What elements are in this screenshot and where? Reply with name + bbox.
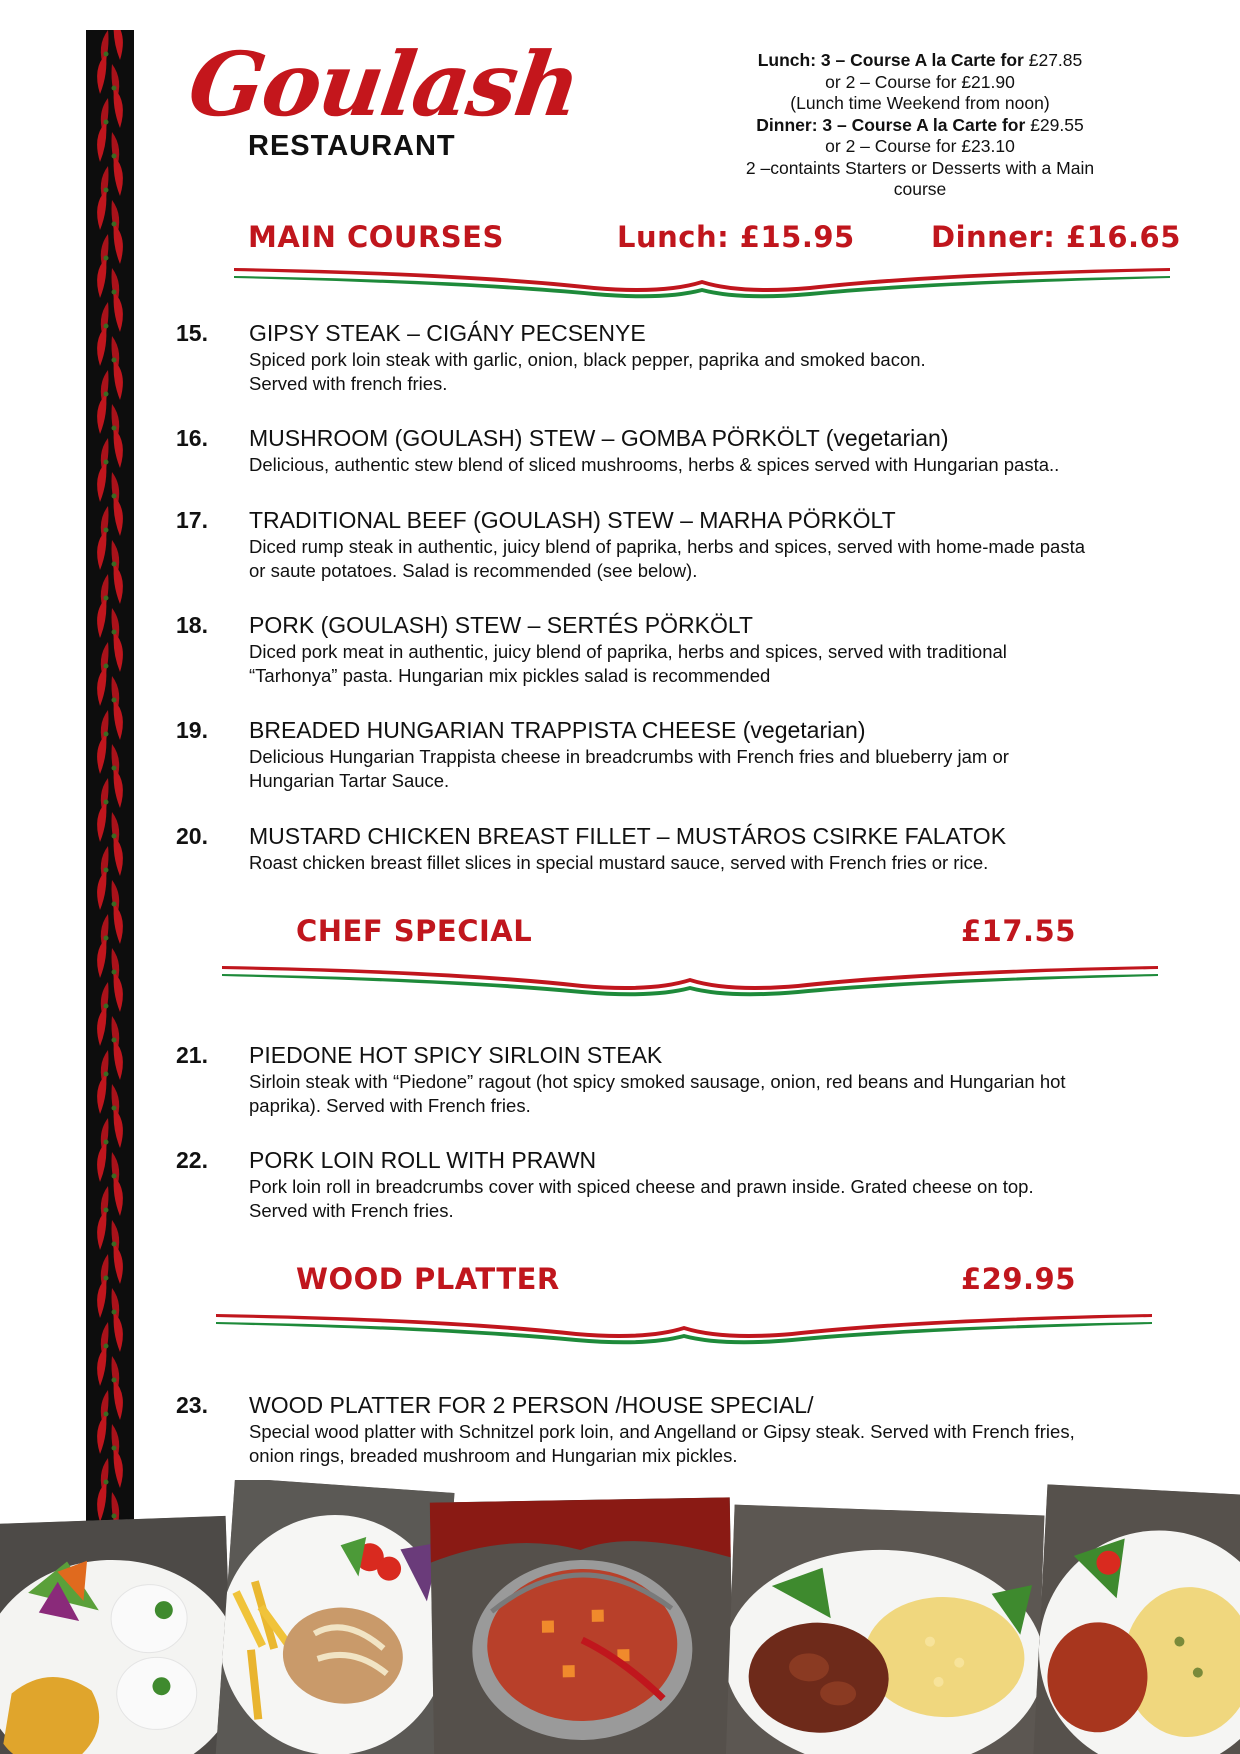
item-description: Special wood platter with Schnitzel pork loin, and Angelland or Gipsy steak. Served with French fries, onion rings, breaded mushroom and Hungarian mix pickles.: [249, 1421, 1075, 1466]
item-description: Diced rump steak in authentic, juicy blend of paprika, herbs and spices, served with home-made pasta or saute potatoes. Salad is recommended (see below).: [249, 536, 1086, 581]
set-menu-pricing: [715, 50, 1125, 201]
flag-divider-chef: [222, 960, 1158, 1000]
item-title: BREADED HUNGARIAN TRAPPISTA CHEESE (vegetarian): [249, 717, 866, 743]
logo-script-text: Goulash: [182, 32, 586, 136]
flag-divider-main: [234, 262, 1170, 302]
photo-beef-stew: [726, 1505, 1045, 1754]
item-description: Delicious Hungarian Trappista cheese in breadcrumbs with French fries and blueberry jam or Hungarian Tartar Sauce.: [249, 746, 1009, 791]
wood-platter-price: £29.95: [961, 1262, 1076, 1296]
main-courses-lunch-price: Lunch: £15.95: [617, 220, 855, 254]
item-number: 20.: [176, 823, 208, 849]
item-title: PIEDONE HOT SPICY SIRLOIN STEAK: [249, 1042, 663, 1068]
item-description: Diced pork meat in authentic, juicy blend of paprika, herbs and spices, served with traditional “Tarhonya” pasta. Hungarian mix pickles salad is recommended: [249, 641, 1007, 686]
flag-divider-wood: [216, 1308, 1152, 1348]
item-number: 19.: [176, 717, 208, 743]
photo-stew-dumplings: [1033, 1484, 1240, 1754]
item-title: MUSTARD CHICKEN BREAST FILLET – MUSTÁROS CSIRKE FALATOK: [249, 823, 1007, 849]
wood-platter-title: WOOD PLATTER: [296, 1262, 560, 1296]
chef-special-title: CHEF SPECIAL: [296, 914, 533, 948]
item-title: WOOD PLATTER FOR 2 PERSON /HOUSE SPECIAL/: [249, 1392, 814, 1418]
item-description: Delicious, authentic stew blend of sliced mushrooms, herbs & spices served with Hungarian pasta..: [249, 454, 1060, 475]
item-title: TRADITIONAL BEEF (GOULASH) STEW – MARHA PÖRKÖLT: [249, 507, 896, 533]
dinner-two-course-line: or 2 – Course for £23.10: [825, 136, 1015, 156]
item-title: PORK (GOULASH) STEW – SERTÉS PÖRKÖLT: [249, 612, 753, 638]
item-description: Roast chicken breast fillet slices in special mustard sauce, served with French fries or rice.: [249, 852, 989, 873]
food-photo-collage: [0, 1480, 1240, 1754]
item-title: GIPSY STEAK – CIGÁNY PECSENYE: [249, 320, 646, 346]
item-description: Sirloin steak with “Piedone” ragout (hot spicy smoked sausage, onion, red beans and Hungarian hot paprika). Served with French fries.: [249, 1071, 1066, 1116]
item-title: MUSHROOM (GOULASH) STEW – GOMBA PÖRKÖLT (vegetarian): [249, 425, 949, 451]
item-title: PORK LOIN ROLL WITH PRAWN: [249, 1147, 597, 1173]
main-courses-dinner-price: Dinner: £16.65: [931, 220, 1181, 254]
item-number: 22.: [176, 1147, 208, 1173]
item-number: 16.: [176, 425, 208, 451]
logo-subtitle: RESTAURANT: [248, 130, 456, 162]
item-description: Spiced pork loin steak with garlic, onion, black pepper, paprika and smoked bacon. Served with french fries.: [249, 349, 926, 394]
item-number: 17.: [176, 507, 208, 533]
chili-pepper-border: [86, 30, 134, 1530]
item-description: Pork loin roll in breadcrumbs cover with spiced cheese and prawn inside. Grated cheese on top. Served with French fries.: [249, 1176, 1034, 1221]
dinner-three-course-line: Dinner: 3 – Course A la Carte for £29.55: [756, 114, 1084, 135]
item-number: 15.: [176, 320, 208, 346]
combo-note: 2 –containts Starters or Desserts with a Main course: [745, 157, 1095, 199]
chili-pepper-icon: [86, 30, 134, 1530]
item-number: 18.: [176, 612, 208, 638]
chef-special-price: £17.55: [961, 914, 1076, 948]
item-number: 21.: [176, 1042, 208, 1068]
lunch-note: (Lunch time Weekend from noon): [790, 93, 1050, 113]
main-courses-title: MAIN COURSES: [248, 220, 504, 254]
lunch-three-course-line: Lunch: 3 – Course A la Carte for £27.85: [757, 50, 1083, 70]
lunch-two-course-line: or 2 – Course for £21.90: [825, 71, 1015, 92]
restaurant-logo: [182, 32, 586, 165]
photo-pork-fries: [216, 1480, 455, 1754]
photo-chicken-rice: [0, 1516, 234, 1754]
photo-goulash-pot: [430, 1497, 734, 1754]
item-number: 23.: [176, 1392, 208, 1418]
